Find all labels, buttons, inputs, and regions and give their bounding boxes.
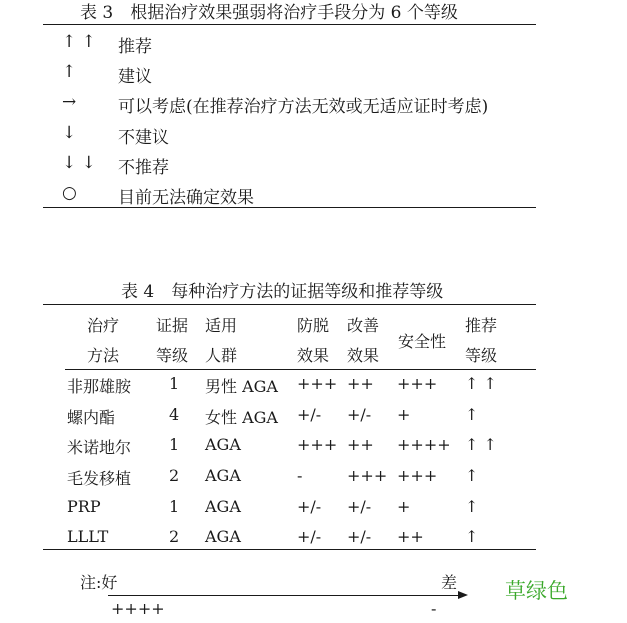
row-antiloss-cell: +++ (297, 374, 338, 393)
row-improve-cell: ++ (347, 435, 374, 454)
row-improve-cell: +/- (347, 405, 372, 424)
row-safety-cell: + (397, 405, 411, 424)
header-recommend-line2: 等级 (465, 346, 498, 365)
note-right-value: - (431, 599, 437, 618)
table3-row-text: 不推荐 (118, 158, 169, 178)
row-safety-cell: +++ (397, 466, 438, 485)
header-improve-line1: 改善 (347, 316, 380, 335)
table3-row-text: 不建议 (118, 128, 169, 148)
row-evidence-cell: 1 (169, 435, 180, 454)
row-improve-cell: ++ (347, 374, 374, 393)
header-evidence-line1: 证据 (156, 316, 189, 335)
table4-top-rule (43, 304, 536, 305)
row-population-cell: 女性 AGA (205, 408, 278, 427)
row-improve-cell: +/- (347, 527, 372, 546)
row-evidence-cell: 2 (169, 527, 180, 546)
row-method-cell: 米诺地尔 (67, 438, 132, 457)
note-right-label: 差 (441, 573, 458, 592)
header-evidence-line2: 等级 (156, 346, 189, 365)
row-population-cell: AGA (205, 527, 241, 546)
row-method-cell: 螺内酯 (67, 408, 116, 427)
row-antiloss-cell: +/- (297, 497, 322, 516)
header-improve-line2: 效果 (347, 346, 380, 365)
row-method-cell: 毛发移植 (67, 469, 132, 488)
row-method-cell: 非那雄胺 (67, 377, 132, 396)
note-label: 注:好 (80, 573, 118, 592)
row-population-cell: AGA (205, 497, 241, 516)
not-recommend-symbol: ↓ ↓ (62, 153, 96, 173)
header-safety: 安全性 (398, 332, 447, 351)
table3-top-rule (43, 24, 536, 25)
arrow-right-icon (458, 591, 468, 599)
row-antiloss-cell: +/- (297, 405, 322, 424)
header-method-line1: 治疗 (87, 316, 120, 335)
row-improve-cell: +++ (347, 466, 388, 485)
row-method-cell: LLLT (67, 527, 109, 546)
consider-symbol: → (62, 92, 77, 112)
table3-row-text: 目前无法确定效果 (118, 188, 254, 208)
row-improve-cell: +/- (347, 497, 372, 516)
row-safety-cell: ++ (397, 527, 424, 546)
row-population-cell: AGA (205, 466, 241, 485)
table3-caption: 表 3 根据治疗效果强弱将治疗手段分为 6 个等级 (80, 3, 458, 23)
row-recommend-cell: ↑ ↑ (465, 374, 497, 393)
row-evidence-cell: 2 (169, 466, 180, 485)
header-antiloss-line2: 效果 (297, 346, 330, 365)
table4-header-rule (65, 369, 536, 370)
row-evidence-cell: 1 (169, 374, 180, 393)
table3-row-text: 建议 (118, 67, 152, 87)
row-population-cell: AGA (205, 435, 241, 454)
row-antiloss-cell: +++ (297, 435, 338, 454)
recommend-strong-symbol: ↑ ↑ (62, 32, 96, 52)
row-safety-cell: + (397, 497, 411, 516)
row-evidence-cell: 4 (169, 405, 180, 424)
row-recommend-cell: ↑ (465, 466, 479, 485)
recommend-symbol: ↑ (62, 62, 77, 82)
row-method-cell: PRP (67, 497, 101, 516)
header-population-line2: 人群 (205, 346, 238, 365)
note-arrow-line (108, 595, 460, 596)
table3-row-text: 推荐 (118, 37, 152, 57)
annotation-text: 草绿色 (505, 579, 568, 603)
row-recommend-cell: ↑ (465, 497, 479, 516)
table4-caption: 表 4 每种治疗方法的证据等级和推荐等级 (121, 282, 444, 302)
row-recommend-cell: ↑ ↑ (465, 435, 497, 454)
table4-bottom-rule (43, 549, 536, 550)
row-recommend-cell: ↑ (465, 527, 479, 546)
row-safety-cell: ++++ (397, 435, 451, 454)
header-method-line2: 方法 (87, 346, 120, 365)
row-recommend-cell: ↑ (465, 405, 479, 424)
note-left-value: ++++ (111, 599, 165, 618)
row-antiloss-cell: - (297, 466, 303, 485)
table3-row-text: 可以考虑(在推荐治疗方法无效或无适应证时考虑) (118, 97, 489, 117)
row-antiloss-cell: +/- (297, 527, 322, 546)
row-evidence-cell: 1 (169, 497, 180, 516)
row-safety-cell: +++ (397, 374, 438, 393)
not-advise-symbol: ↓ (62, 123, 77, 143)
header-population-line1: 适用 (205, 316, 238, 335)
table3-bottom-rule (43, 207, 536, 208)
row-population-cell: 男性 AGA (205, 377, 278, 396)
header-antiloss-line1: 防脱 (297, 316, 330, 335)
undetermined-symbol: ○ (62, 183, 77, 203)
header-recommend-line1: 推荐 (465, 316, 498, 335)
